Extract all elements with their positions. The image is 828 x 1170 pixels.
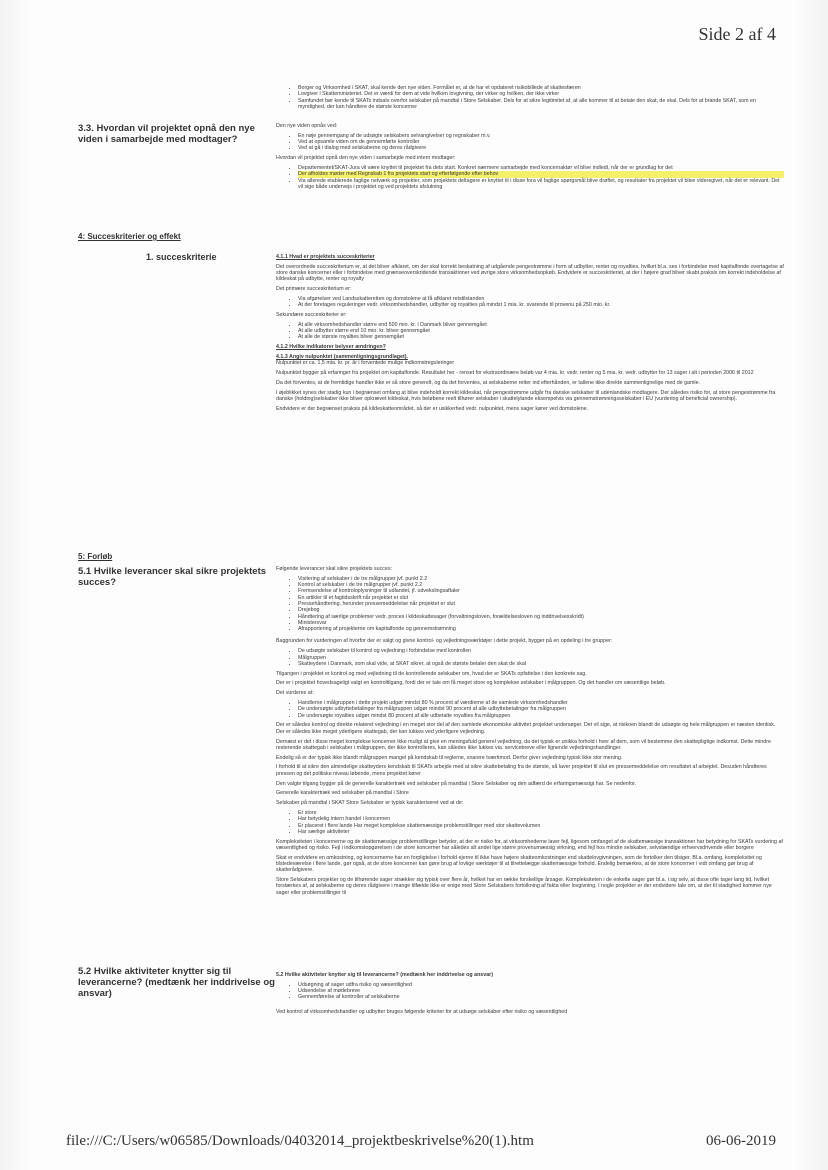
list-item: • Departementet/SKAT-Jura vil være knyttet til projektet fra dets start. Konkret nærmere samarbejde med koncernaktør vil blive indledt, når der er grundlag for det	[298, 165, 784, 171]
list-item: • Via afgørelser ved Landsskatteretten og domstolene at få afklaret retstilstanden	[298, 296, 784, 302]
list-item: • Pressehåndtering, herunder pressemeddelelse når projektet er slut	[298, 601, 784, 607]
list-item: • En artikler til et fagtidsskrift når projektet er slut	[298, 595, 784, 601]
list-item: • Afrapportering af projekterne om kapitalfonde og gennemstrømning	[298, 626, 784, 632]
list-item: • Er placeret i flere lande Har meget komplekse skattemæssige problemstillinger med stor skattevolumen	[298, 823, 784, 829]
paragraph: Det vurderes at:	[276, 690, 314, 697]
list-item: • Gennemførelse af kontroller af selskaberne	[298, 994, 784, 1000]
section-5-2-heading: 5.2 Hvilke aktiviteter knytter sig til leverancerne? (medtænk her inddrivelse og ansvar)	[78, 966, 275, 999]
list-item: • Lovgiver i Skatteministeriet. Det er værdi for dem at vide hvilken lovgivning, der virker og hvilken, der ikke virker	[298, 91, 784, 97]
list-item: • En nøje gennemgang af de udsøgte selskabers selvangivelser og regnskaber m.v.	[298, 133, 784, 139]
list-item: • At alle virksomhedshandler større end 500 mio. kr. i Danmark bliver gennemgået	[298, 322, 784, 328]
list-item: • De udsøgte selskaber til kontrol og vejledning i forbindelse med kontrollen	[298, 648, 784, 654]
list-item: • At der foretages reguleringer vedr. virksomhedshandler, udbytter og royalties på mindst 1 mia. kr. svarende til provenu på 250 mio. kr.	[298, 302, 784, 308]
paragraph: Baggrunden for vurderingen af hvorfor der er valgt og givne kontrol- og vejledningsværktøjer i dette projekt, bygger på en opdeling i tre grupper:	[276, 638, 613, 645]
paragraph: Den nye viden opnås ved:	[276, 123, 338, 129]
list-item: • Ministersvar	[298, 620, 784, 626]
paragraph: I forhold til at sikre den almindelige skatteyders kendskab til SKATs arbejde med at sikre skattebetaling fra de største, så laver projektet til slut en pressemeddelelse om resultatet af arbejdet. Desuden håndteres pressen og det politiske niveau løbende, mens projektet kører	[276, 764, 767, 777]
paragraph: Endelig så er der typisk ikke blandt målgruppen mangel på kendskab til reglerne, snarere tværtimod. Derfor giver vejledning typisk ikke stor mening.	[276, 754, 623, 761]
paragraph: Skat er endvidere en omkostning, og koncernerne har en forpligtelse i forhold ejerne til ikke have højere skatteomkostninger end skattelovgivningen, som de fortolker den tilsiger. Bl.a. omfang, kompleksitet og tilstedeværelse i flere lande, gør også, at de store koncerner kan gøre brug af lovlige værktøjer til at tilrettelægge skattemæssige forhold. Endelig bemærkes, at de store koncerner i vidt omfang gør brug af skatterådgivere.	[276, 854, 762, 874]
section-5-1-body	[276, 566, 784, 896]
list-item: • Via allerede etablerede faglige netværk og projekter, som projektets deltagere er knyttet til i disse fora vil faglige spørgsmål blive drøftet, og resultater fra projektet vil blive videregivet, når det er relevant. Det vil sige både undervejs i projektet og ved projektets afslutning	[298, 178, 784, 191]
section-3-3-body	[276, 123, 784, 194]
paragraph: Generelle karaktertræk ved selskaber på mandtal i Store	[276, 790, 409, 797]
page-number: Side 2 af 4	[698, 24, 776, 44]
section-4-body	[276, 254, 784, 416]
paragraph: Der er i projektet hovedsageligt valgt en kontroltilgang, fordi der er tale om få meget store og komplekse selskaber i målgruppen. Og det handler om væsentlige beløb.	[276, 680, 666, 687]
paragraph: Store Selskabers projekter og de tilhørende sager strækker sig typisk over flere år, hvilket har en række forskellige årsager. Kompleksiteten i de enkelte sager gør bl.a. i sig selv, at disse ofte tager lang tid, hvilket forstærkes af, at selskaberne og deres rådgivere i mange tilfælde ikke er enige med Store Selskabers fortolkning af fakta eller lovgivning. I nogle projekter er der endvidere tale om, at der til stadighed kommer nye sager eller problemstillinger til	[276, 877, 772, 896]
paragraph: Det primære succeskriterium er:	[276, 286, 352, 293]
paragraph: Dernæst er det i disse meget komplekse koncerner ikke muligt at give en meningsfuld generel vejledning, da det typisk er unikka forhold i hver af dem, som vil bestemme den skattepligtige indkomst. Dette mindre resterende skattegab i selskaber i målgruppen, der ikke kontrolleres, kan således ikke lukkes via. servicebreve eller lignende vejledningshandlinger.	[276, 738, 771, 751]
paragraph: Det overordnede succeskriterium er, at det bliver afklaret, om der skal korrekt beskatning af udgående pengestrømme i form af udbytter, renter og royalties, hvilket bl.a. ses i forbindelse med kapitalfonde overtagelse af store danske koncerner eller i forbindelse med grænseoverskridende transaktioner ved øvrige store virksomhedsopkøb. Endvidere er succeskriteriet, at der i højere grad bliver skabt praksis om korrekt indeholdelse af kildeskat på udbytte, renter og royalty	[276, 263, 784, 283]
subheading: 4.1.1 Hvad er projektets succeskriterier	[276, 254, 375, 260]
section-4-heading: 4: Succeskriterier og effekt	[78, 232, 181, 241]
list-item: • Udsøgning af sager udfra risiko og væsentlighed	[298, 982, 784, 988]
paragraph: Sekundære succeskriterier er:	[276, 312, 347, 319]
list-item: • De undersøgte royalties udgør mindst 80 procent af alle udbetalte royalties fra målgruppen	[298, 713, 784, 719]
list-item: • Fremsendelse af kontroloplysninger til udlandet, jf. udvekslingsaftaler	[298, 588, 784, 594]
list-item: • Har betydelig intern handel i koncernen	[298, 816, 784, 822]
paragraph: Følgende leverancer skal sikre projektets succes:	[276, 566, 392, 572]
list-item: • Håndtering af særlige problemer vedr. proces i kildeskattesager (forvaltningsloven, forældelsesloven og inddrivelsesskridt)	[298, 614, 784, 620]
paragraph: Da det forventes, at de fremtidige handler ikke er så store generelt, og da det forventes, at selskaberne retter ind efterhånden, er tallene ikke direkte sammenlignelige med de gamle.	[276, 379, 700, 386]
subheading: 4.1.2 Hvilke indikatorer belyser ændringen?	[276, 344, 386, 351]
section-5-1-heading: 5.1 Hvilke leverancer skal sikre projektets succes?	[78, 566, 267, 588]
list-item: • At alle udbytter større end 10 mio. kr. bliver gennemgået	[298, 328, 784, 334]
list-item: • Der afholdes møder med Regnskab 1 fra projektets start og efterfølgende efter behov	[298, 171, 784, 177]
list-item: • Kontrol af selskaber i de tre målgrupper jvf. punkt 2.2	[298, 582, 784, 588]
paragraph: Tilgangen i projektet er kontrol og med vejledning til de kontrollerede selskaber om, hvad der er SKATs opfattelse i den konkrete sag.	[276, 670, 587, 677]
list-item: • Har særlige aktiviteter	[298, 829, 784, 835]
list-item: • Visitering af selskaber i de tre målgrupper jvf. punkt 2.2	[298, 576, 784, 582]
intro-block	[276, 85, 784, 114]
list-item: • At alle de største royalties bliver gennemgået	[298, 334, 784, 340]
list-item: • Borger og Virksomhed i SKAT, skal kende den nye viden. Formålet er, at de har et opdateret risikobillede af skattesfæren	[298, 85, 784, 91]
paragraph: Kompleksiteten i koncernerne og de skattemæssige problemstillinger betyder, at der er risiko for, at virksomhederne laver fejl, ligesom omfanget af de skattemæssige transaktioner har betydning for SKATs vurdering af væsentlighed og risiko. Fejl i indkomstopgørelsen i de store koncerner har således alt andet lige større provenumæssig virkning, end fejl hos mindre selskaber, selvstændige erhvervsdrivende eller borgere	[276, 838, 783, 851]
list-item: • Udsendelse af mødebreve	[298, 988, 784, 994]
list-item: • Ved at gå i dialog med selskaberne og deres rådgivere	[298, 145, 784, 151]
paragraph: Nulpunktet bygger på erfaringer fra projektet om kapitalfonde. Resultatet her - renset for ekstraordinære beløb var 4 mia. kr. vedr. renter og 5 mia. kr. vedr. udbytter for 13 sager i alt i perioden 2006 til 2012	[276, 370, 754, 377]
section-5-heading: 5: Forløb	[78, 552, 113, 561]
paragraph: Den valgte tilgang bygger på de generelle karaktertræk ved selskaber på mandtal i Store Selskaber og den adfærd de erfaringsmæssigt har. Se nedenfor.	[276, 780, 637, 787]
paragraph: Ved kontrol af virksomhedshandler og udbytter bruges følgende kriterier for at udsøge selskaber efter risiko og væsentlighed	[276, 1008, 568, 1015]
list-item: • Drejebog	[298, 607, 784, 613]
success-criterion-heading: 1. succeskriterie	[146, 252, 217, 262]
list-item: • Samfundet bør kende til SKATs indsats overfor selskaber på mandtal i Store Selskaber. Dels for at sikre legitimitet af, at alle kommer til at betale den skat, de skal. Dels for at brande SKAT, som en myndighed, der kan håndtere de største koncerner	[298, 98, 784, 111]
paragraph: Endvidere er der begrænset praksis på kildeskatteområdet, så der er usikkerhed vedr. nulpunktet, mens sager kører ved domstolene.	[276, 405, 589, 412]
list-item: • Skatteydere i Danmark, som skal vide, at SKAT sikrer, at også de største betaler den skat de skal	[298, 661, 784, 667]
list-item: • De undersøgte udbyttebetalinger fra målgruppen udgør mindst 90 procent af alle udbyttebetalinger fra målgruppen	[298, 706, 784, 712]
list-item: • Målgruppen	[298, 655, 784, 661]
footer-file-path: file:///C:/Users/w06585/Downloads/04032014_projektbeskrivelse%20(1).htm	[66, 1133, 534, 1149]
subheading: 5.2 Hvilke aktiviteter knytter sig til leverancerne? (medtænk her inddrivelse og ansvar)	[276, 972, 493, 978]
paragraph: Hvordan vil projektet opnå den nye viden i samarbejde med intern modtager:	[276, 155, 456, 162]
paragraph: Nulpunktet er ca. 1,5 mia. kr. pr. år i forventede mulige indkomstreguleringer	[276, 360, 455, 367]
list-item: • Handlerne i målgruppen i dette projekt udgør mindst 80 % procent af værdierne af de samlede virksomhedshandler	[298, 700, 784, 706]
paragraph: I øjeblikket synes der stadig kun i begrænset omfang at blive indeholdt korrekt kildeskat, når pengestrømme udgår fra danske selskaber til udenlandske modtagere. Der således risiko for, at store pengestrømme fra danske (holding)selskaber ikke bliver opkrævet kildeskat, hvis beløbene reelt tilhører selskaber i skattelylande eksempelvis via gennemstrømningsselskaber i EU (vurdering af beneficial ownership).	[276, 389, 776, 403]
paragraph: Selskaber på mandtal i SKAT Store Selskaber er typisk karakteriseret ved at de:	[276, 800, 464, 807]
list-item: • Ved at opsamle viden om de gennemførte kontroller	[298, 139, 784, 145]
section-5-2-body	[276, 972, 784, 1018]
footer-date: 06-06-2019	[706, 1133, 776, 1149]
list-item: • Er store	[298, 810, 784, 816]
paragraph: Der er således kontrol og direkte relateret vejledning i en meget stor del af den samlede økonomiske aktivitet projektet undersøger. Det vil sige, at risikoen blandt de udsøgte og hele målgruppen er næsten identisk. Der er således ikke meget yderligere skattegab, der kan lukkes ved yderligere vejledning.	[276, 722, 776, 735]
subheading: 4.1.3 Angiv nulpunktet (sammenligningsgrundlaget).	[276, 354, 408, 361]
section-3-3-heading: 3.3. Hvordan vil projektet opnå den nye viden i samarbejde med modtager?	[78, 123, 255, 145]
